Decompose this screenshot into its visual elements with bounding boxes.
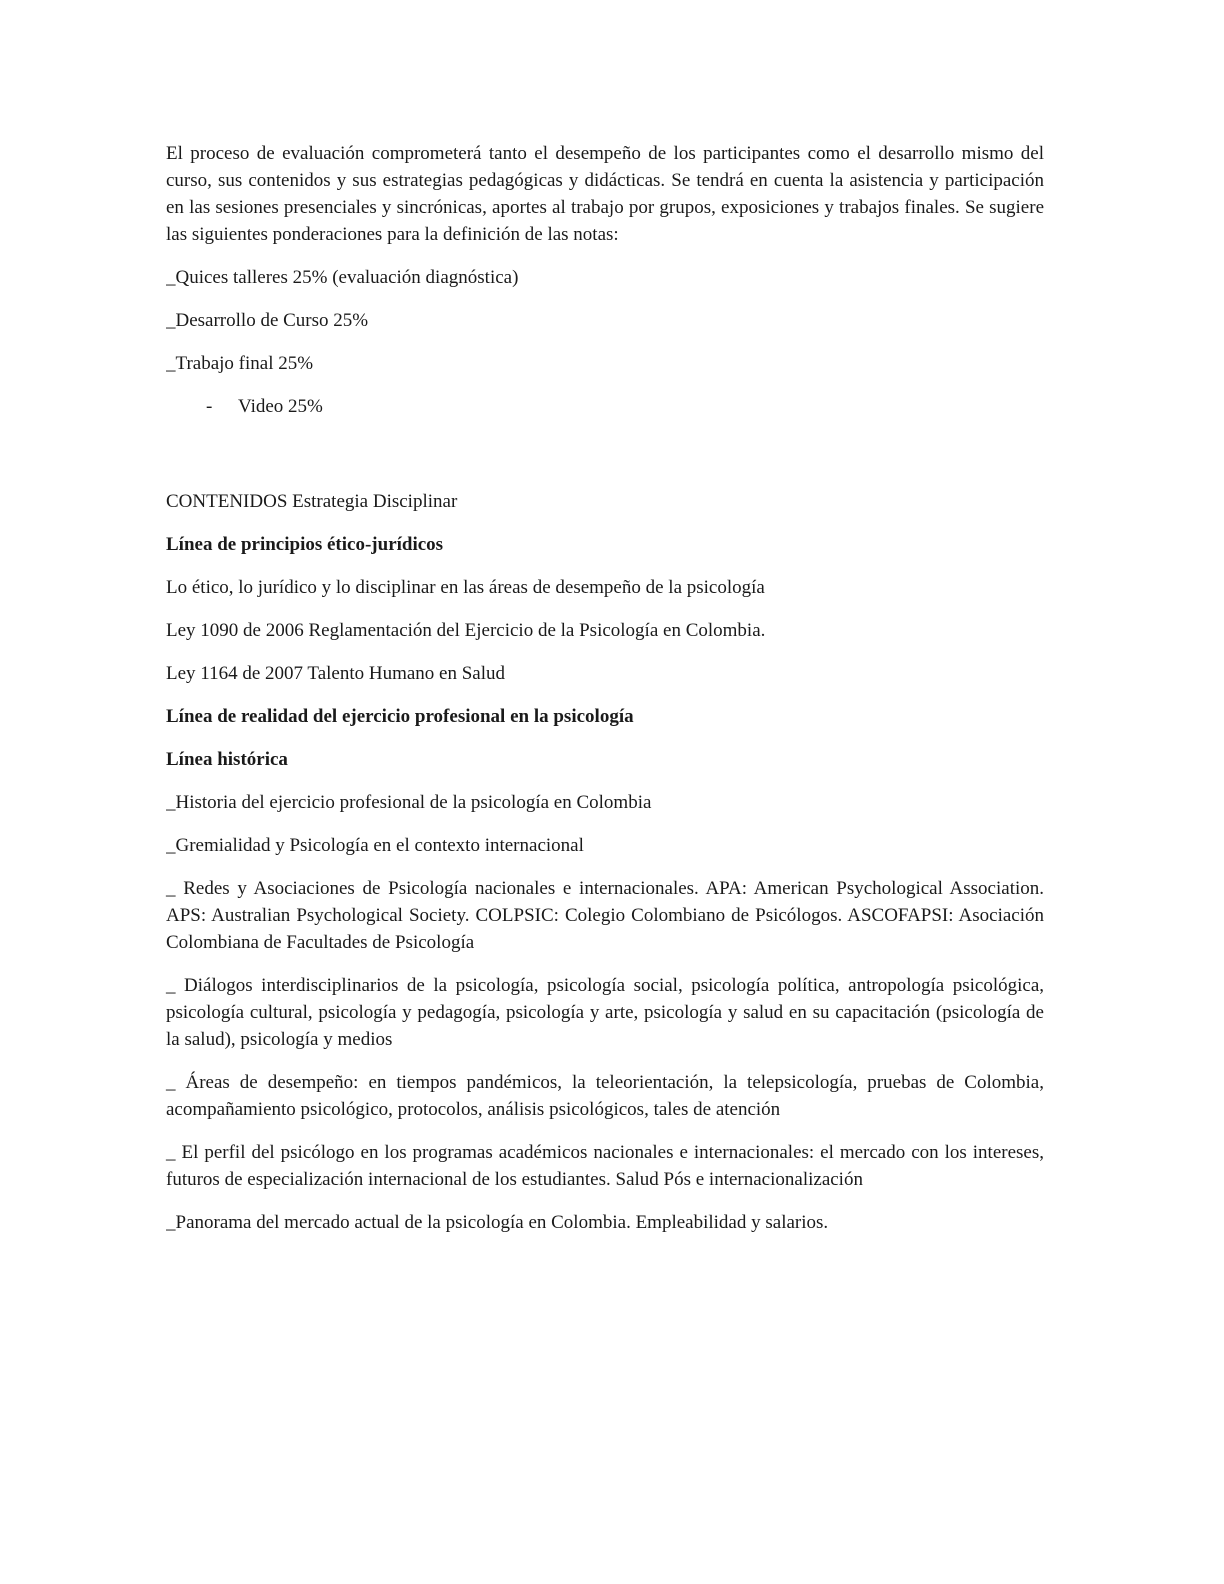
historical-item: _Gremialidad y Psicología en el contexto internacional bbox=[166, 835, 584, 856]
professional-heading: Línea de realidad del ejercicio profesional en la psicología bbox=[166, 706, 634, 727]
evaluation-item-quices: _Quices talleres 25% (evaluación diagnóstica) bbox=[166, 267, 519, 288]
conceptual-item: Lo ético, lo jurídico y lo disciplinar en las áreas de desempeño de la psicología bbox=[166, 577, 765, 598]
closing-line: _Panorama del mercado actual de la psicología en Colombia. Empleabilidad y salarios. bbox=[166, 1212, 829, 1233]
conceptual-heading: Línea de principios ético-jurídicos bbox=[166, 534, 444, 555]
content-paragraph: _ Diálogos interdisciplinarios de la psicología, psicología social, psicología política, antropología psicológica, psicología cultural, psicología y pedagogía, psicología y arte, psicología y salud en su capacitación (psicología de la salud), psicología y medios bbox=[166, 975, 1044, 1050]
historical-heading: Línea histórica bbox=[166, 749, 288, 770]
conceptual-item: Ley 1164 de 2007 Talento Humano en Salud bbox=[166, 663, 506, 684]
content-paragraph: _ Áreas de desempeño: en tiempos pandémicos, la teleorientación, la telepsicología, pruebas de Colombia, acompañamiento psicológico, protocolos, análisis psicológicos, tales de atención bbox=[166, 1072, 1044, 1120]
bullet-text: Video 25% bbox=[238, 396, 323, 417]
bullet-dash: - bbox=[206, 396, 213, 417]
conceptual-item: Ley 1090 de 2006 Reglamentación del Ejercicio de la Psicología en Colombia. bbox=[166, 620, 766, 641]
section-spacer bbox=[166, 436, 1044, 488]
contents-heading: CONTENIDOS Estrategia Disciplinar bbox=[166, 491, 458, 512]
document-page bbox=[166, 140, 1044, 1252]
historical-item: _Historia del ejercicio profesional de la psicología en Colombia bbox=[166, 792, 652, 813]
content-paragraph: _ El perfil del psicólogo en los programas académicos nacionales e internacionales: el mercado con los intereses, futuros de especialización internacional de los estudiantes. Salud Pós e internacionalización bbox=[166, 1142, 1044, 1190]
evaluation-item-desarrollo: _Desarrollo de Curso 25% bbox=[166, 310, 369, 331]
evaluation-item-trabajo-final: _Trabajo final 25% bbox=[166, 353, 314, 374]
evaluation-item-video bbox=[166, 393, 1044, 420]
evaluation-intro: El proceso de evaluación comprometerá tanto el desempeño de los participantes como el desarrollo mismo del curso, sus contenidos y sus estrategias pedagógicas y didácticas. Se tendrá en cuenta la asistencia y participación en las sesiones presenciales y sincrónicas, aportes al trabajo por grupos, exposiciones y trabajos finales. Se sugiere las siguientes ponderaciones para la definición de las notas: bbox=[166, 143, 1044, 245]
content-paragraph: _ Redes y Asociaciones de Psicología nacionales e internacionales. APA: American Psychological Association. APS: Australian Psychological Society. COLPSIC: Colegio Colombiano de Psicólogos. ASCOFAPSI: Asociación Colombiana de Facultades de Psicología bbox=[166, 878, 1044, 953]
